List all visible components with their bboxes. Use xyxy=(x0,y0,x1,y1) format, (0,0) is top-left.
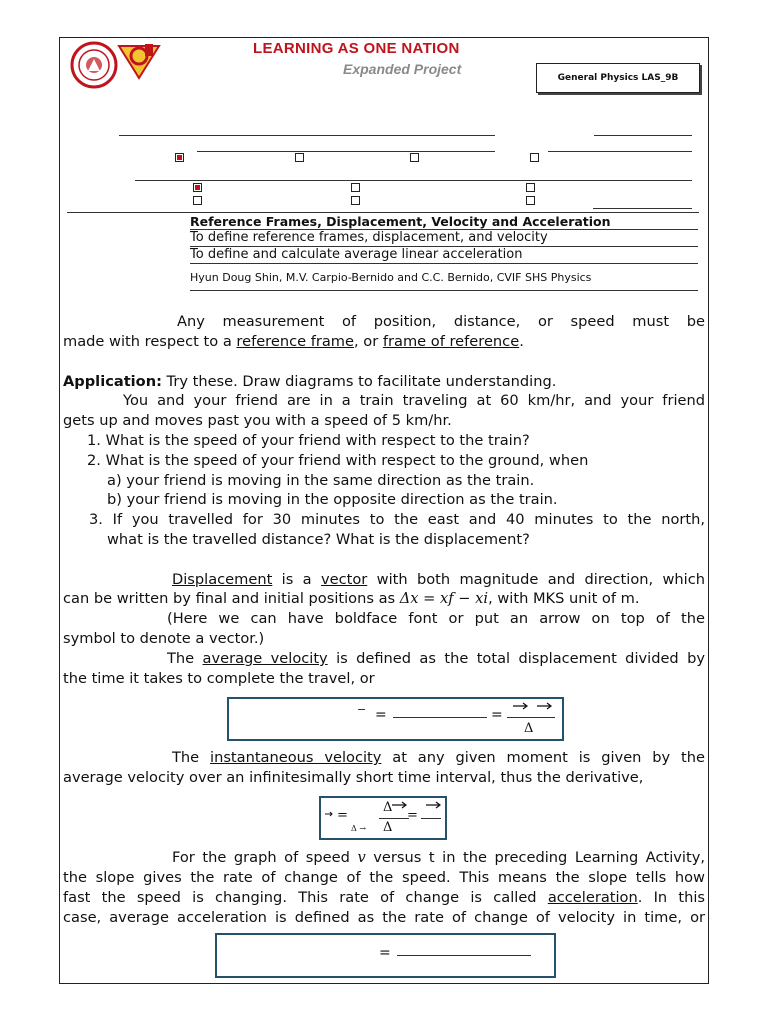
question-3-line-1: 3. If you travelled for 30 minutes to the east and 40 minutes to the north, xyxy=(89,511,705,528)
question-1: 1. What is the speed of your friend with respect to the train? xyxy=(87,432,530,449)
speed-symbol: v xyxy=(357,849,366,866)
instantaneous-velocity-formula-box: = Δ → Δ Δ = xyxy=(319,796,447,840)
scenario-line-1: You and your friend are in a train traveling at 60 km/hr, and your friend xyxy=(123,392,705,409)
las-code: General Physics LAS_9B xyxy=(557,73,679,83)
checkbox[interactable] xyxy=(351,183,360,192)
instantaneous-velocity-line-2: average velocity over an infinitesimally short time interval, thus the derivative, xyxy=(63,769,644,786)
displacement-line-2: can be written by final and initial positions as Δx = xf − xi, with MKS unit of m. xyxy=(63,590,640,607)
vector-term: vector xyxy=(320,571,368,588)
form-line xyxy=(190,263,698,264)
form-line xyxy=(197,151,495,152)
checkbox[interactable] xyxy=(410,153,419,162)
las-code-box xyxy=(536,63,700,93)
frame-of-reference-term: frame of reference xyxy=(382,333,520,350)
limit-subscript: Δ → xyxy=(351,824,367,833)
average-acceleration-formula-box: = xyxy=(215,933,556,978)
lesson-topic: Reference Frames, Displacement, Velocity and Acceleration xyxy=(190,214,611,229)
average-velocity-line-2: the time it takes to complete the travel, or xyxy=(63,670,375,687)
question-2: 2. What is the speed of your friend with respect to the ground, when xyxy=(87,452,589,469)
displacement-term: Displacement xyxy=(172,571,273,588)
checkbox[interactable] xyxy=(193,196,202,205)
acceleration-line-3: fast the speed is changing. This rate of change is called acceleration. In this xyxy=(63,889,706,906)
ccf-logo xyxy=(115,40,163,80)
question-2b: b) your friend is moving in the opposite direction as the train. xyxy=(107,491,558,508)
objective-1: To define reference frames, displacement, and velocity xyxy=(190,230,548,245)
intro-line-2: made with respect to a reference frame, or frame of reference. xyxy=(63,333,524,350)
application-line: Application: Try these. Draw diagrams to facilitate understanding. xyxy=(63,373,557,390)
page-title: LEARNING AS ONE NATION xyxy=(253,40,460,57)
form-line xyxy=(593,208,692,209)
school-seal-logo xyxy=(70,41,118,89)
displacement-formula: Δx = xf − xi xyxy=(399,590,489,607)
reference-frame-term: reference frame xyxy=(236,333,355,350)
form-line xyxy=(548,151,692,152)
acceleration-line-4: case, average acceleration is defined as the rate of change of velocity in time, or xyxy=(63,909,705,926)
note-line-2: symbol to denote a vector.) xyxy=(63,630,265,647)
form-line xyxy=(190,290,698,291)
form-line xyxy=(135,180,692,181)
vector-arrows xyxy=(511,701,555,711)
checkbox[interactable] xyxy=(295,153,304,162)
average-velocity-term: average velocity xyxy=(202,650,328,667)
checkbox[interactable] xyxy=(526,196,535,205)
question-3-line-2: what is the travelled distance? What is the displacement? xyxy=(107,531,530,548)
instantaneous-velocity-term: instantaneous velocity xyxy=(210,749,382,766)
checkbox-checked[interactable] xyxy=(193,183,202,192)
average-velocity-line-1: The average velocity is defined as the total displacement divided by xyxy=(167,650,705,667)
acceleration-line-2: the slope gives the rate of change of the speed. This means the slope tells how xyxy=(63,869,705,886)
authors: Hyun Doug Shin, M.V. Carpio-Bernido and C.C. Bernido, CVIF SHS Physics xyxy=(190,271,592,284)
scenario-line-2: gets up and moves past you with a speed of 5 km/hr. xyxy=(63,412,452,429)
displacement-line-1: Displacement is a vector with both magnitude and direction, which xyxy=(172,571,705,588)
intro-line-1: Any measurement of position, distance, or speed must be xyxy=(177,313,705,330)
question-2a: a) your friend is moving in the same direction as the train. xyxy=(107,472,535,489)
instantaneous-velocity-line-1: The instantaneous velocity at any given moment is given by the xyxy=(172,749,705,766)
form-line xyxy=(119,135,495,136)
note-line-1: (Here we can have boldface font or put an arrow on top of the xyxy=(167,610,705,627)
acceleration-line-1: For the graph of speed v versus t in the preceding Learning Activity, xyxy=(172,849,705,866)
checkbox[interactable] xyxy=(526,183,535,192)
form-line xyxy=(67,212,699,213)
acceleration-term: acceleration xyxy=(547,889,638,906)
checkbox[interactable] xyxy=(351,196,360,205)
objective-2: To define and calculate average linear acceleration xyxy=(190,247,523,262)
page-subtitle: Expanded Project xyxy=(343,61,462,77)
application-label: Application: xyxy=(63,373,162,390)
average-velocity-formula-box: − = = Δ xyxy=(227,697,564,741)
checkbox-checked[interactable] xyxy=(175,153,184,162)
form-line xyxy=(594,135,692,136)
checkbox[interactable] xyxy=(530,153,539,162)
